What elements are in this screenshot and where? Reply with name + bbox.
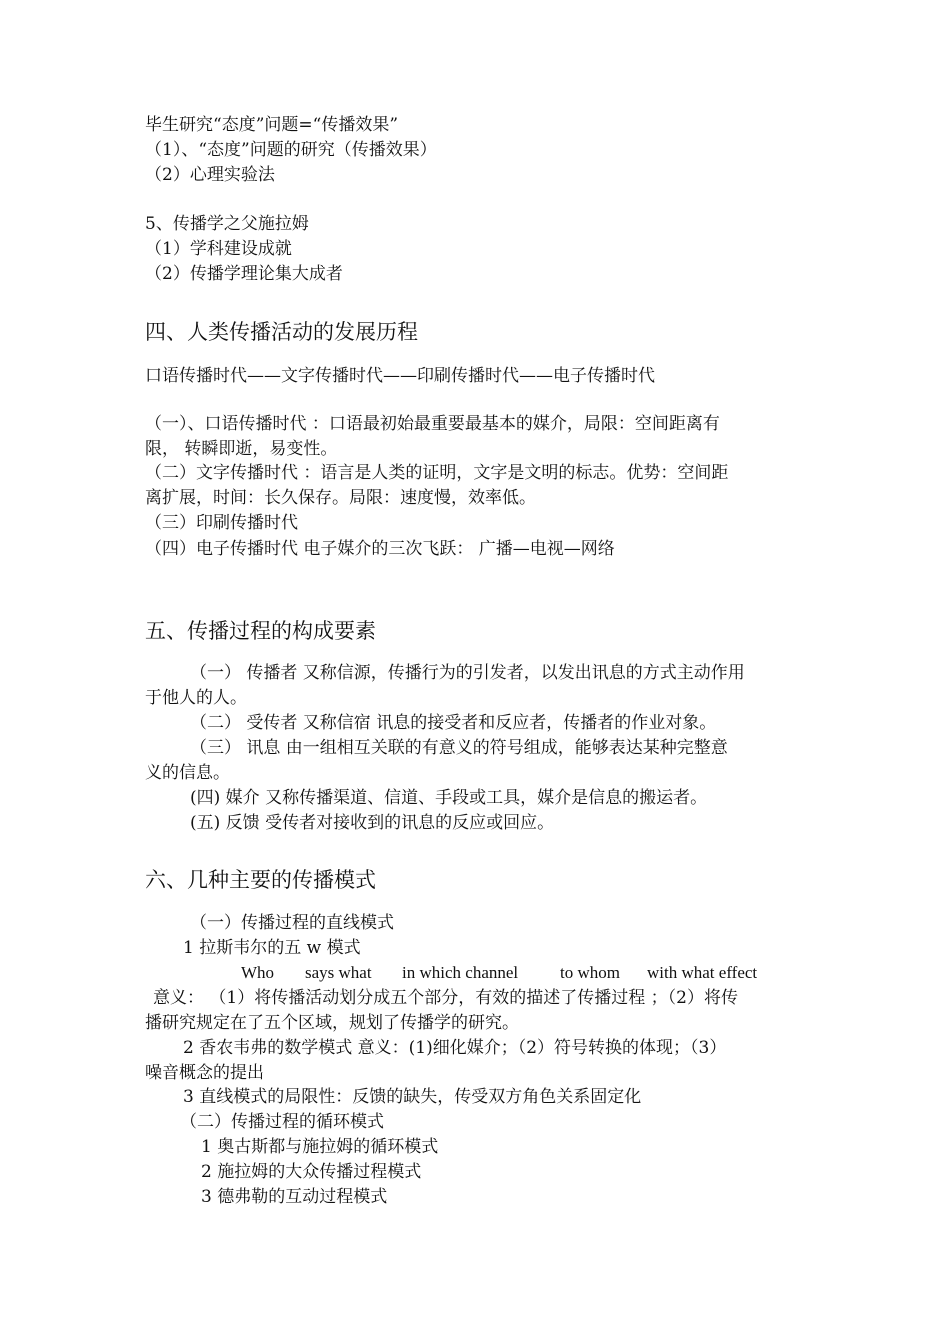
text-line: 3 直线模式的局限性：反馈的缺失，传受双方角色关系固定化 bbox=[183, 1087, 642, 1107]
text-line: 噪音概念的提出 bbox=[145, 1063, 264, 1083]
text-line: （一）传播过程的直线模式 bbox=[190, 913, 394, 933]
text-line: 意义： （1）将传播活动划分成五个部分，有效的描述了传播过程 ；（2）将传 bbox=[153, 988, 738, 1008]
text-line: (五) 反馈 受传者对接收到的讯息的反应或回应。 bbox=[190, 813, 555, 833]
text-line: 义的信息。 bbox=[145, 763, 230, 783]
text-line: 于他人的人。 bbox=[145, 688, 247, 708]
text-line: （四）电子传播时代 电子媒介的三次飞跃： 广播—电视—网络 bbox=[145, 539, 615, 559]
text-line: （一） 传播者 又称信源，传播行为的引发者，以发出讯息的方式主动作用 bbox=[190, 663, 745, 683]
text-line: 1 拉斯韦尔的五 w 模式 bbox=[183, 938, 361, 958]
text-line: （1）学科建设成就 bbox=[145, 239, 292, 259]
text-line: 离扩展，时间：长久保存。局限：速度慢，效率低。 bbox=[145, 488, 536, 508]
text-line: (四) 媒介 又称传播渠道、信道、手段或工具，媒介是信息的搬运者。 bbox=[190, 788, 708, 808]
text-line: 2 香农韦弗的数学模式 意义：(1)细化媒介；（2）符号转换的体现；（3） bbox=[183, 1038, 727, 1058]
text-line: 3 德弗勒的互动过程模式 bbox=[201, 1187, 388, 1207]
section-heading: 五、传播过程的构成要素 bbox=[145, 619, 376, 643]
five-w-says-what: says what bbox=[305, 963, 372, 982]
text-line: 限， 转瞬即逝，易变性。 bbox=[145, 439, 338, 459]
text-line: （二）文字传播时代 ：语言是人类的证明，文字是文明的标志。优势：空间距 bbox=[145, 463, 729, 483]
text-line: （二）传播过程的循环模式 bbox=[180, 1112, 384, 1132]
text-line: （三） 讯息 由一组相互关联的有意义的符号组成，能够表达某种完整意 bbox=[190, 738, 728, 758]
five-w-channel: in which channel bbox=[402, 963, 519, 982]
text-line: 播研究规定在了五个区域，规划了传播学的研究。 bbox=[145, 1013, 519, 1033]
section-heading: 四、人类传播活动的发展历程 bbox=[145, 320, 418, 344]
text-line: （2）传播学理论集大成者 bbox=[145, 264, 343, 284]
text-line: （二） 受传者 又称信宿 讯息的接受者和反应者，传播者的作业对象。 bbox=[190, 713, 717, 733]
five-w-who: Who bbox=[241, 963, 275, 982]
text-line: （三）印刷传播时代 bbox=[145, 513, 298, 533]
text-line: （2）心理实验法 bbox=[145, 165, 275, 185]
section-heading: 六、几种主要的传播模式 bbox=[145, 868, 376, 892]
five-w-effect: with what effect bbox=[647, 963, 758, 982]
text-line: （1）、“态度”问题的研究（传播效果） bbox=[145, 140, 437, 160]
text-line: 毕生研究“态度”问题=“传播效果” bbox=[145, 115, 399, 135]
text-line: 口语传播时代——文字传播时代——印刷传播时代——电子传播时代 bbox=[145, 366, 655, 386]
text-line: （一）、口语传播时代 ：口语最初始最重要最基本的媒介，局限：空间距离有 bbox=[145, 414, 720, 434]
list-title: 5、传播学之父施拉姆 bbox=[145, 214, 309, 234]
text-line: 2 施拉姆的大众传播过程模式 bbox=[201, 1162, 422, 1182]
text-line: 1 奥古斯都与施拉姆的循环模式 bbox=[201, 1137, 439, 1157]
five-w-to-whom: to whom bbox=[560, 963, 620, 982]
